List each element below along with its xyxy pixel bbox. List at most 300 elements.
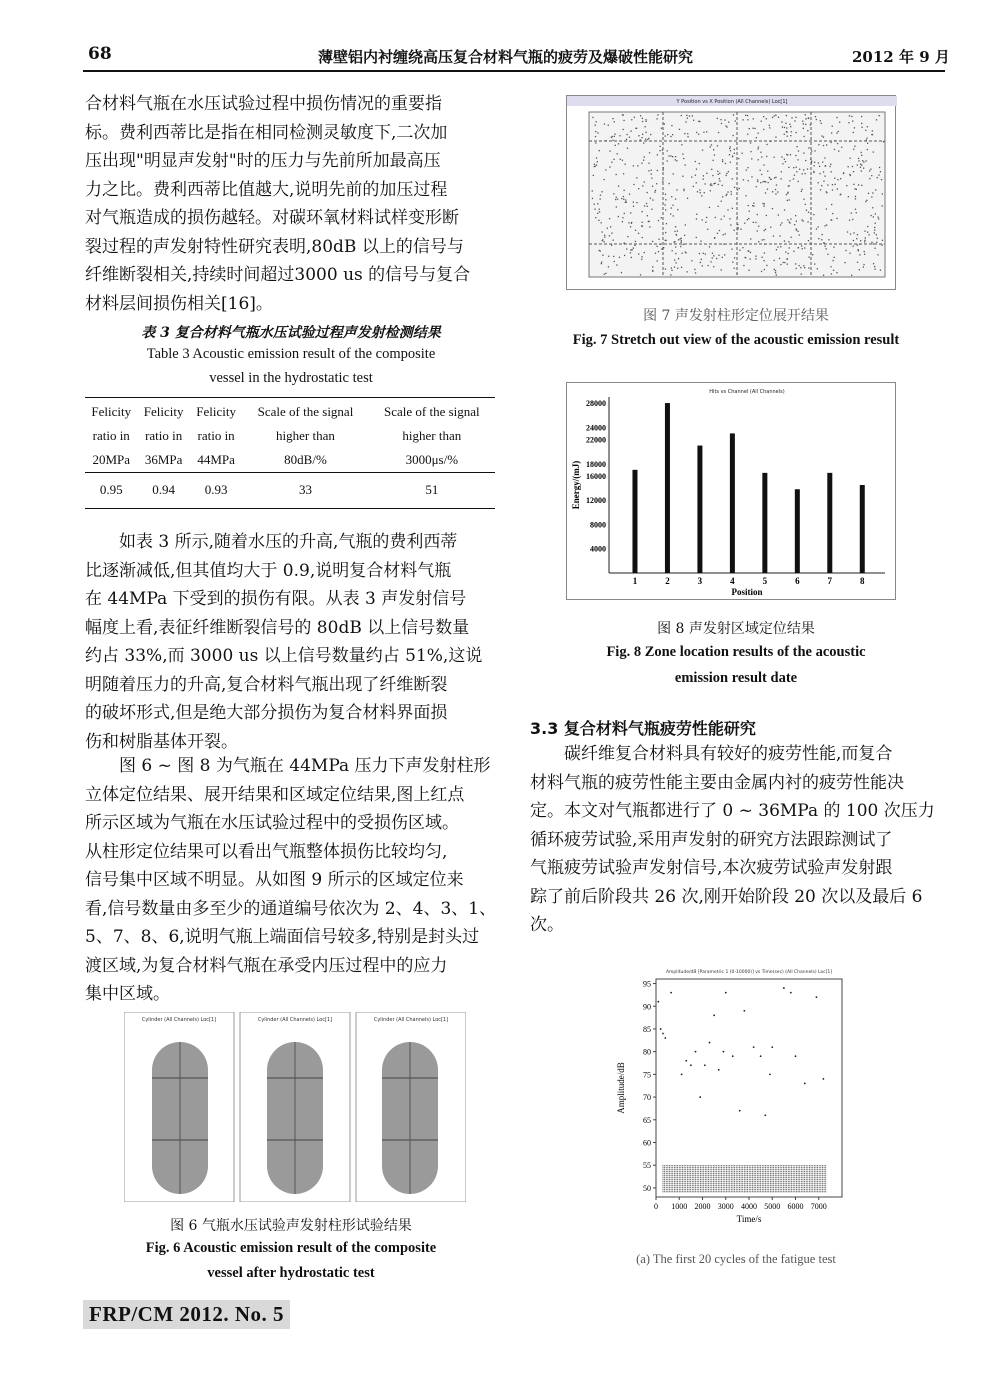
y-tick-label: 16000 — [586, 471, 606, 481]
scatter-point — [592, 198, 593, 199]
scatter-point — [596, 121, 597, 122]
scatter-point — [705, 183, 706, 184]
fig7-caption-cn: 图 7 声发射柱形定位展开结果 — [643, 308, 829, 324]
scatter-point — [611, 245, 612, 246]
scatter-point — [633, 165, 634, 166]
scatter-point — [831, 204, 832, 205]
scatter-point — [675, 262, 676, 263]
scatter-point — [663, 170, 664, 171]
scatter-point — [749, 211, 750, 212]
scatter-point — [714, 154, 715, 155]
scatter-point — [770, 227, 771, 228]
scatter-point — [812, 254, 813, 255]
scatter-point — [696, 132, 697, 133]
scatter-point — [625, 199, 626, 200]
scatter-point — [804, 247, 805, 248]
scatter-point — [850, 175, 851, 176]
scatter-point — [764, 203, 765, 204]
scatter-point — [796, 167, 797, 168]
scatter-point — [751, 158, 752, 159]
scatter-point — [822, 162, 823, 163]
scatter-point — [735, 120, 736, 121]
scatter-point — [857, 164, 858, 165]
scatter-point — [608, 266, 609, 267]
scatter-point — [861, 185, 862, 186]
y-tick-label: 22000 — [586, 435, 606, 445]
scatter-point — [610, 226, 611, 227]
scatter-point — [715, 217, 716, 218]
fig8-caption-cn: 图 8 声发射区域定位结果 — [657, 621, 815, 637]
scatter-point — [665, 194, 666, 195]
scatter-point — [595, 142, 596, 143]
scatter-point — [626, 139, 627, 140]
x-tick-label: 1000 — [671, 1202, 688, 1211]
scatter-point — [695, 161, 696, 162]
scatter-point — [743, 179, 744, 180]
scatter-point — [615, 199, 616, 200]
scatter-point — [671, 268, 672, 269]
x-tick-label: 2 — [665, 576, 670, 586]
scatter-point — [779, 258, 780, 259]
scatter-point — [784, 127, 785, 128]
scatter-point — [683, 158, 684, 159]
scatter-point — [717, 145, 718, 146]
scatter-point — [652, 241, 653, 242]
scatter-point — [758, 147, 759, 148]
plot-frame — [656, 979, 842, 1197]
scatter-point — [855, 198, 856, 199]
scatter-point — [644, 181, 645, 182]
scatter-point — [742, 153, 743, 154]
text-line: 力之比。费利西蒂比值越大,说明先前的加压过程 — [85, 179, 448, 200]
scatter-point — [614, 121, 615, 122]
scatter-point — [652, 266, 653, 267]
scatter-point — [597, 161, 598, 162]
scatter-point — [693, 186, 694, 187]
scatter-point — [821, 185, 822, 186]
scatter-point — [808, 212, 809, 213]
scatter-point — [770, 141, 771, 142]
paragraph-2 — [85, 528, 497, 756]
scatter-point — [664, 204, 665, 205]
scatter-point — [787, 264, 788, 265]
scatter-point — [675, 198, 676, 199]
scatter-point — [760, 1055, 762, 1057]
scatter-point — [782, 126, 783, 127]
scatter-point — [605, 169, 606, 170]
scatter-point — [756, 186, 757, 187]
scatter-point — [731, 191, 732, 192]
scatter-point — [623, 199, 624, 200]
scatter-point — [734, 149, 735, 150]
scatter-point — [744, 223, 745, 224]
scatter-point — [642, 226, 643, 227]
scatter-point — [658, 251, 659, 252]
scatter-point — [731, 194, 732, 195]
scatter-point — [738, 158, 739, 159]
scatter-point — [705, 140, 706, 141]
scatter-point — [805, 204, 806, 205]
scatter-point — [651, 170, 652, 171]
scatter-point — [790, 126, 791, 127]
scatter-point — [766, 144, 767, 145]
scatter-point — [864, 241, 865, 242]
scatter-point — [638, 188, 639, 189]
scatter-point — [718, 132, 719, 133]
scatter-point — [863, 264, 864, 265]
scatter-point — [751, 176, 752, 177]
scatter-point — [818, 182, 819, 183]
scatter-point — [703, 253, 704, 254]
scatter-point — [847, 231, 848, 232]
scatter-point — [633, 248, 634, 249]
chart-title: Hits vs Channel (All Channels) — [709, 389, 785, 395]
scatter-point — [827, 184, 828, 185]
scatter-point — [622, 160, 623, 161]
scatter-point — [854, 188, 855, 189]
scatter-point — [853, 149, 854, 150]
scatter-point — [825, 165, 826, 166]
scatter-point — [746, 170, 747, 171]
scatter-point — [614, 134, 615, 135]
scatter-point — [626, 248, 627, 249]
scatter-point — [671, 207, 672, 208]
scatter-point — [838, 131, 839, 132]
scatter-point — [647, 192, 648, 193]
scatter-point — [660, 146, 661, 147]
scatter-point — [772, 117, 773, 118]
table-header-cell: higher than — [402, 428, 462, 443]
scatter-point — [696, 218, 697, 219]
scatter-point — [781, 156, 782, 157]
scatter-point — [720, 119, 721, 120]
scatter-point — [704, 192, 705, 193]
scatter-point — [853, 232, 854, 233]
scatter-point — [635, 230, 636, 231]
scatter-point — [623, 129, 624, 130]
bar — [697, 446, 702, 573]
scatter-point — [821, 123, 822, 124]
scatter-point — [818, 226, 819, 227]
scatter-point — [713, 266, 714, 267]
scatter-point — [732, 1055, 734, 1057]
scatter-point — [787, 259, 788, 260]
scatter-point — [737, 189, 738, 190]
scatter-point — [713, 255, 714, 256]
scatter-point — [724, 119, 725, 120]
scatter-point — [762, 239, 763, 240]
scatter-point — [737, 224, 738, 225]
scatter-point — [685, 1060, 687, 1062]
scatter-point — [643, 143, 644, 144]
scatter-point — [687, 118, 688, 119]
figure-6-svg — [124, 1012, 466, 1202]
scatter-point — [784, 159, 785, 160]
page-number: 68 — [88, 44, 112, 64]
scatter-point — [877, 254, 878, 255]
scatter-point — [736, 273, 737, 274]
text-line: 的破坏形式,但是绝大部分损伤为复合材料界面损 — [85, 703, 448, 723]
scatter-point — [766, 215, 767, 216]
scatter-point — [836, 272, 837, 273]
scatter-point — [861, 127, 862, 128]
scatter-point — [743, 1010, 745, 1012]
scatter-point — [805, 173, 806, 174]
scatter-point — [696, 182, 697, 183]
scatter-point — [803, 136, 804, 137]
scatter-point — [649, 226, 650, 227]
scatter-point — [740, 229, 741, 230]
scatter-point — [830, 166, 831, 167]
scatter-point — [796, 268, 797, 269]
scatter-point — [662, 1033, 664, 1035]
scatter-point — [789, 221, 790, 222]
scatter-point — [835, 184, 836, 185]
scatter-point — [709, 246, 710, 247]
scatter-point — [630, 249, 631, 250]
scatter-point — [681, 144, 682, 145]
scatter-point — [853, 246, 854, 247]
scatter-point — [706, 173, 707, 174]
scatter-point — [734, 268, 735, 269]
scatter-point — [665, 135, 666, 136]
scatter-point — [866, 139, 867, 140]
scatter-point — [638, 135, 639, 136]
scatter-point — [678, 258, 679, 259]
scatter-point — [801, 189, 802, 190]
table-header-cell: 80dB/% — [284, 451, 327, 467]
scatter-point — [611, 233, 612, 234]
scatter-point — [753, 1046, 755, 1048]
scatter-point — [750, 238, 751, 239]
scatter-point — [641, 256, 642, 257]
scatter-point — [599, 209, 600, 210]
scatter-point — [635, 241, 636, 242]
scatter-point — [864, 231, 865, 232]
scatter-point — [626, 202, 627, 203]
scatter-point — [714, 237, 715, 238]
scatter-point — [700, 241, 701, 242]
scatter-point — [672, 205, 673, 206]
scatter-point — [697, 191, 698, 192]
scatter-point — [788, 185, 789, 186]
scatter-point — [594, 209, 595, 210]
scatter-point — [597, 213, 598, 214]
scatter-point — [757, 148, 758, 149]
scatter-point — [767, 189, 768, 190]
scatter-point — [637, 165, 638, 166]
scatter-point — [621, 198, 622, 199]
scatter-point — [657, 260, 658, 261]
scatter-point — [764, 252, 765, 253]
scatter-point — [674, 259, 675, 260]
scatter-point — [851, 116, 852, 117]
scatter-point — [674, 241, 675, 242]
scatter-point — [743, 140, 744, 141]
text-line: 伤和树脂基体开裂。 — [85, 731, 238, 752]
scatter-point — [755, 222, 756, 223]
scatter-point — [631, 222, 632, 223]
table-header-cell: Felicity — [196, 404, 236, 419]
scatter-point — [805, 114, 806, 115]
table-header-cell: ratio in — [145, 428, 183, 443]
scatter-point — [748, 270, 749, 271]
scatter-point — [651, 209, 652, 210]
scatter-point — [815, 116, 816, 117]
scatter-point — [684, 133, 685, 134]
scatter-point — [670, 136, 671, 137]
scatter-point — [680, 246, 681, 247]
scatter-point — [881, 179, 882, 180]
scatter-point — [687, 271, 688, 272]
scatter-point — [869, 170, 870, 171]
scatter-point — [663, 167, 664, 168]
scatter-point — [854, 146, 855, 147]
scatter-point — [758, 226, 759, 227]
scatter-point — [702, 219, 703, 220]
scatter-point — [647, 215, 648, 216]
scatter-point — [794, 175, 795, 176]
scatter-point — [831, 171, 832, 172]
text-line: 标。费利西蒂比是指在相同检测灵敏度下,二次加 — [85, 122, 448, 143]
scatter-point — [629, 194, 630, 195]
scatter-point — [776, 274, 777, 275]
scatter-point — [627, 148, 628, 149]
scatter-point — [732, 208, 733, 209]
scatter-point — [750, 142, 751, 143]
scatter-point — [665, 268, 666, 269]
scatter-point — [732, 262, 733, 263]
scatter-point — [633, 202, 634, 203]
scatter-point — [803, 265, 804, 266]
scatter-point — [652, 186, 653, 187]
scatter-point — [722, 257, 723, 258]
scatter-point — [613, 159, 614, 160]
table-header-cell: Felicity — [91, 404, 132, 419]
scatter-point — [604, 235, 605, 236]
scatter-point — [642, 185, 643, 186]
scatter-point — [717, 118, 718, 119]
scatter-point — [618, 185, 619, 186]
scatter-point — [855, 196, 856, 197]
scatter-point — [711, 185, 712, 186]
scatter-point — [849, 253, 850, 254]
scatter-point — [861, 116, 862, 117]
scatter-point — [619, 135, 620, 136]
scatter-point — [814, 162, 815, 163]
scatter-point — [788, 167, 789, 168]
scatter-point — [866, 138, 867, 139]
scatter-point — [823, 181, 824, 182]
scatter-point — [646, 203, 647, 204]
scatter-point — [776, 184, 777, 185]
scatter-point — [753, 203, 754, 204]
scatter-point — [760, 152, 761, 153]
scatter-point — [762, 257, 763, 258]
scatter-point — [863, 168, 864, 169]
scatter-point — [664, 1037, 666, 1039]
table-header-cell: 44MPa — [197, 451, 235, 467]
scatter-point — [619, 257, 620, 258]
scatter-point — [600, 198, 601, 199]
scatter-point — [683, 244, 684, 245]
figure-9a — [610, 965, 850, 1233]
scatter-point — [721, 219, 722, 220]
scatter-point — [763, 129, 764, 130]
scatter-point — [644, 156, 645, 157]
scatter-point — [853, 240, 854, 241]
scatter-point — [858, 249, 859, 250]
scatter-point — [874, 227, 875, 228]
scatter-point — [728, 171, 729, 172]
scatter-point — [799, 169, 800, 170]
bar — [827, 473, 832, 573]
journal-footer: FRP/CM 2012. No. 5 — [83, 1300, 290, 1329]
scatter-point — [760, 182, 761, 183]
scatter-point — [733, 114, 734, 115]
scatter-point — [873, 263, 874, 264]
x-tick-label: 0 — [654, 1202, 658, 1211]
scatter-point — [845, 250, 846, 251]
chart-title: Amplitude/dB [Parametric 1 (0-10000)] vs Time(sec) (All Channels) Loc[1] — [665, 970, 833, 975]
y-tick-label: 70 — [643, 1093, 651, 1103]
scatter-point — [839, 122, 840, 123]
scatter-point — [867, 143, 868, 144]
scatter-point — [657, 170, 658, 171]
scatter-point — [596, 165, 597, 166]
scatter-point — [765, 229, 766, 230]
scatter-point — [834, 149, 835, 150]
scatter-point — [679, 129, 680, 130]
scatter-point — [857, 262, 858, 263]
scatter-point — [669, 183, 670, 184]
figure-9a-svg — [610, 965, 850, 1233]
scatter-point — [753, 222, 754, 223]
scatter-point — [611, 162, 612, 163]
scatter-point — [608, 256, 609, 257]
y-tick-label: 8000 — [590, 520, 606, 530]
scatter-point — [849, 141, 850, 142]
scatter-point — [628, 222, 629, 223]
figure-7-svg — [567, 96, 897, 291]
scatter-point — [665, 209, 666, 210]
scatter-point — [857, 245, 858, 246]
scatter-point — [721, 123, 722, 124]
scatter-point — [811, 161, 812, 162]
x-axis-label: Time/s — [736, 1214, 762, 1224]
scatter-point — [854, 127, 855, 128]
table-header-cell: 36MPa — [144, 451, 183, 467]
table-cell: 51 — [425, 482, 439, 497]
scatter-point — [743, 119, 744, 120]
paragraph-3 — [85, 752, 497, 1009]
text-line: 幅度上看,表征纤维断裂信号的 80dB 以上信号数量 — [85, 617, 470, 638]
scatter-point — [670, 274, 671, 275]
scatter-point — [595, 125, 596, 126]
scatter-point — [670, 155, 671, 156]
scatter-point — [831, 132, 832, 133]
scatter-point — [652, 199, 653, 200]
scatter-point — [794, 120, 795, 121]
y-tick-label: 90 — [643, 1002, 651, 1012]
scatter-point — [867, 232, 868, 233]
section-heading: 3.3 复合材料气瓶疲劳性能研究 — [530, 719, 756, 738]
scatter-point — [719, 180, 720, 181]
scatter-point — [671, 196, 672, 197]
scatter-point — [823, 137, 824, 138]
scatter-point — [687, 198, 688, 199]
scatter-point — [718, 206, 719, 207]
